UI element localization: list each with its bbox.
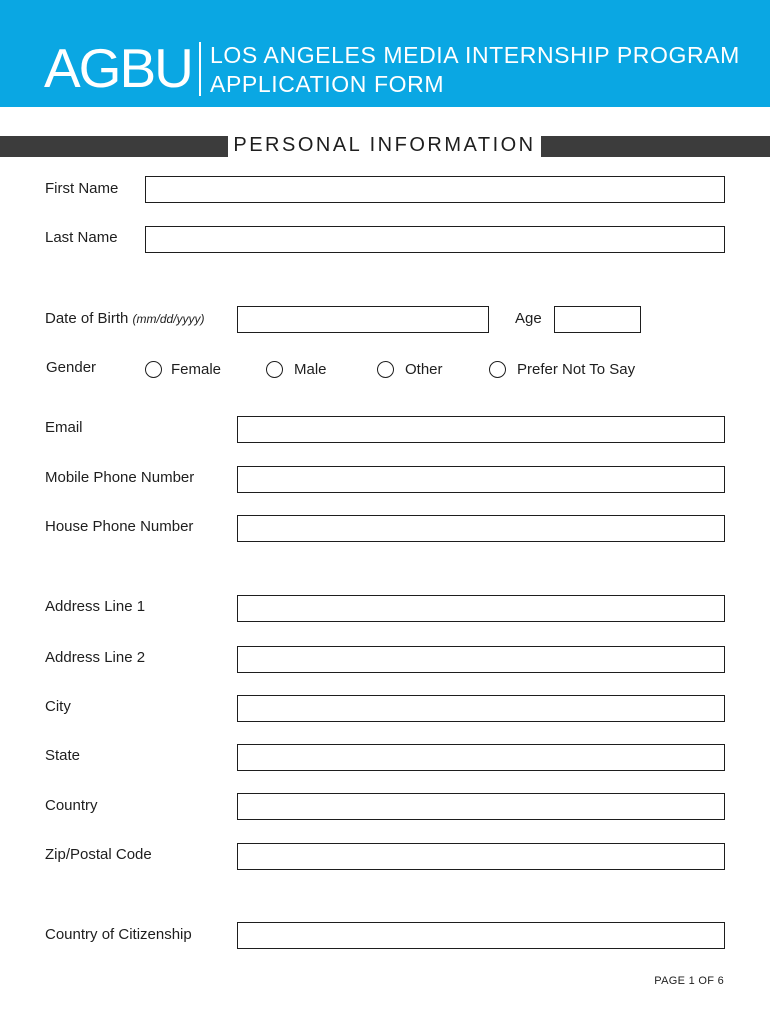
gender-prefer-not-label: Prefer Not To Say <box>517 361 636 378</box>
section-bar-left <box>0 136 228 157</box>
dob-input[interactable] <box>237 306 489 333</box>
dob-label-text: Date of Birth <box>45 310 129 327</box>
title-line-2: APPLICATION FORM <box>210 71 445 97</box>
section-title: PERSONAL INFORMATION <box>233 134 536 156</box>
logo-divider <box>199 42 201 96</box>
zip-input[interactable] <box>237 843 725 870</box>
gender-female-label: Female <box>171 361 222 378</box>
citizenship-label: Country of Citizenship <box>45 926 192 943</box>
house-phone-input[interactable] <box>237 515 725 542</box>
address-line-2-input[interactable] <box>237 646 725 673</box>
age-input[interactable] <box>554 306 641 333</box>
dob-format-hint: (mm/dd/yyyy) <box>132 312 205 326</box>
form-title <box>210 41 740 99</box>
house-phone-label: House Phone Number <box>45 518 194 535</box>
mobile-phone-label: Mobile Phone Number <box>45 469 195 486</box>
gender-other-radio[interactable] <box>377 361 394 378</box>
first-name-input[interactable] <box>145 176 725 203</box>
last-name-input[interactable] <box>145 226 725 253</box>
gender-other-label: Other <box>405 361 443 378</box>
state-input[interactable] <box>237 744 725 771</box>
country-label: Country <box>45 797 98 814</box>
address-line-1-input[interactable] <box>237 595 725 622</box>
zip-label: Zip/Postal Code <box>45 846 152 863</box>
country-input[interactable] <box>237 793 725 820</box>
gender-male-radio[interactable] <box>266 361 283 378</box>
header-banner <box>0 0 770 107</box>
gender-label: Gender <box>46 359 97 376</box>
first-name-label: First Name <box>45 180 119 197</box>
city-input[interactable] <box>237 695 725 722</box>
mobile-phone-input[interactable] <box>237 466 725 493</box>
gender-prefer-not-radio[interactable] <box>489 361 506 378</box>
email-label: Email <box>45 419 83 436</box>
section-bar-right <box>541 136 770 157</box>
city-label: City <box>45 698 71 715</box>
gender-male-label: Male <box>294 361 327 378</box>
agbu-logo: AGBU <box>44 37 192 99</box>
email-input[interactable] <box>237 416 725 443</box>
gender-female-radio[interactable] <box>145 361 162 378</box>
dob-label <box>45 309 205 329</box>
age-label: Age <box>515 310 542 327</box>
citizenship-input[interactable] <box>237 922 725 949</box>
address-line-1-label: Address Line 1 <box>45 598 146 615</box>
state-label: State <box>45 747 81 764</box>
page-number: PAGE 1 OF 6 <box>654 975 724 987</box>
last-name-label: Last Name <box>45 229 118 246</box>
address-line-2-label: Address Line 2 <box>45 649 146 666</box>
title-line-1: LOS ANGELES MEDIA INTERNSHIP PROGRAM <box>210 42 740 68</box>
